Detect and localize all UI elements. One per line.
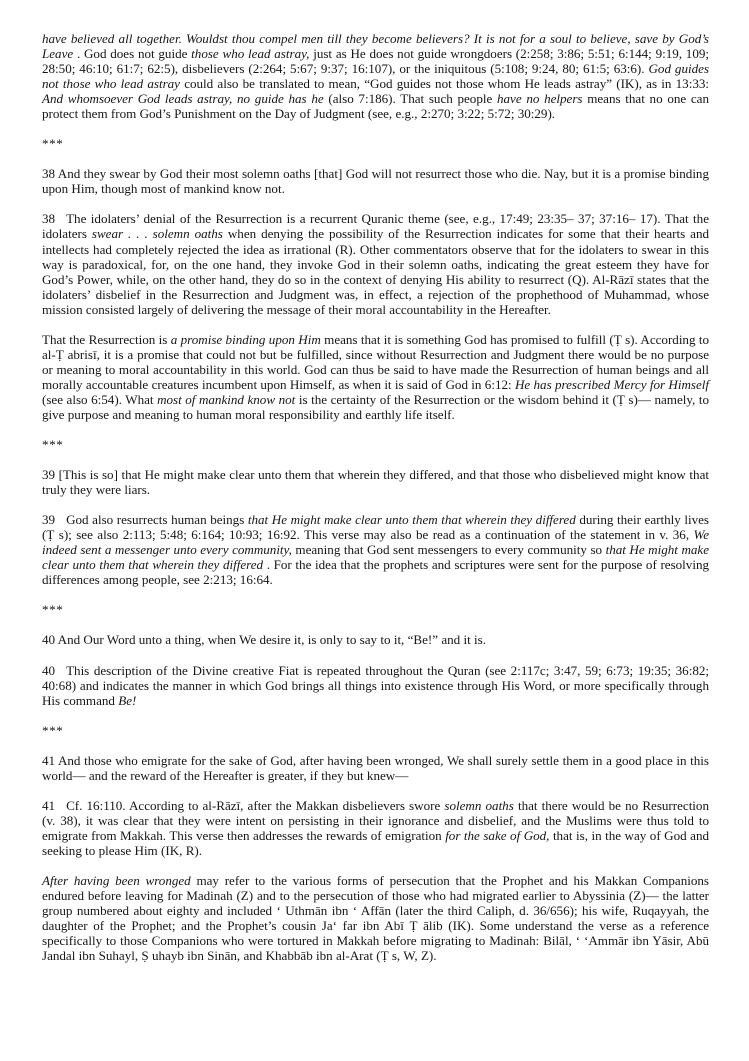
paragraph-gap (42, 783, 709, 798)
text-run: . For the idea that the prophets and scriptures were sent for the purpose of resolving differences among people, see 2:213; 16:64. (42, 557, 710, 588)
text-run: when denying the possibility of the Resurrection indicates for some that their hearts and intellects had completely rejected the idea as irrational (R). Other commentators observe that for the idolaters to swear in this way is paradoxical, for, on the one hand, they invoke God in their solemn oaths, indicating the great esteem they have for God’s Power, while, on the other hand, they do so in the context of denying His ability to resurrect (Q). Al-Rāzī states that the idolaters’ disbelief in the Resurrection and Judgment was, in effect, a rejection of the prophethood of Muhammad, whose mission consisted largely of delivering the message of their moral accountability in the Hereafter. (42, 226, 709, 317)
paragraph-gap (42, 587, 709, 602)
text-run: just as He does not guide wrongdoers (2:258; 3:86; 5:51; 6:144; 9:19, 109; 28:50; 46:10; 61:7; 62:5), disbelievers (2:264; 5:67; 9:37; 16:107), or the iniquitous (5:108; 9:24, 80; 61:5; 63:6). (42, 46, 710, 77)
section-divider: *** (42, 437, 64, 453)
section-divider: *** (42, 136, 64, 152)
paragraph-gap (42, 196, 709, 211)
commentary-38a (42, 211, 709, 316)
paragraph-gap (42, 617, 709, 632)
italic-run: Be! (118, 692, 137, 708)
italic-run: We indeed sent a messenger unto every community, (42, 527, 709, 558)
text-run: means that it is something God has promised to fulfill (Ṭ s). According to al-Ṭ abrisī, it is a promise that could not but be fulfilled, since without Resurrection and Judgment there would be no purpose or meaning to moral accountability in this world. God can thus be said to have made the Resurrection of human beings and all morally accountable creatures incumbent upon Himself, as when it is said of God in 6:12: (42, 331, 710, 392)
commentary-number: 40 (42, 662, 56, 678)
italic-run: have believed all together. Wouldst thou compel men till they become believers? It is not for a soul to believe, save by God’s Leave (42, 31, 709, 62)
italic-run: God guides not those who lead astray (42, 61, 709, 92)
paragraph-gap (42, 317, 709, 332)
text-run: Cf. 16:110. According to al-Rāzī, after the Makkan disbelievers swore (66, 797, 445, 813)
commentary-41b (42, 873, 709, 963)
text-run: (see also 6:54). What (42, 391, 158, 407)
text-run: during their earthly lives (Ṭ s); see also 2:113; 5:48; 6:164; 10:93; 16:92. This verse may also be read as a continuation of the statement in v. 36, (42, 512, 709, 543)
text-run: 40 And Our Word unto a thing, when We desire it, is only to say to it, “Be!” and it is. (42, 632, 486, 648)
commentary-41a (42, 798, 709, 858)
paragraph-gap (42, 151, 709, 166)
paragraph-gap (42, 452, 709, 467)
section-divider: *** (42, 602, 64, 618)
text-run: may refer to the various forms of persecution that the Prophet and his Makkan Companions endured before leaving for Madinah (Z) and to the persecution of those who had migrated earlier to Abyssinia (Z)— the latter group numbered about eighty and included ‘ Uthmān ibn ‘ Affān (later the third Caliph, d. 36/656); his wife, Ruqayyah, the daughter of the Prophet; and the Prophet’s cousin Ja‘ far ibn Abī Ṭ ālib (IK). Some understand the verse as a reference specifically to those Companions who were tortured in Makkah before migrating to Madinah: Bilāl, ‘ ‘Ammār ibn Yāsir, Abū Jandal ibn Suhayl, Ṣ uhayb ibn Sinān, and Khabbāb ibn al-Arat (Ṭ s, W, Z). (42, 872, 709, 964)
verse-41 (42, 753, 709, 783)
italic-run: swear . . . solemn oaths (91, 226, 223, 242)
commentary-40 (42, 663, 709, 708)
commentary-39 (42, 512, 709, 587)
paragraph-gap (42, 422, 709, 437)
verse-38 (42, 166, 709, 196)
paragraph-gap (42, 738, 709, 753)
italic-run: for the sake of God, (445, 827, 550, 843)
italic-run: those who lead astray, (191, 46, 310, 62)
text-run: is the certainty of the Resurrection or the wisdom behind it (Ṭ s)— namely, to give purpose and meaning to human moral responsibility and earthly life itself. (42, 391, 709, 422)
paragraph-gap (42, 708, 709, 723)
italic-run: most of mankind know not (157, 391, 296, 407)
commentary-number: 39 (42, 512, 56, 528)
paragraph-gap (42, 858, 709, 873)
text-run: God also resurrects human beings (66, 512, 248, 528)
text-run: means that no one can protect them from God’s Punishment on the Day of Judgment (see, e.g., 2:270; 3:22; 5:72; 30:29). (42, 91, 709, 122)
italic-run: have no helpers (496, 91, 583, 107)
text-run: The idolaters’ denial of the Resurrection is a recurrent Quranic theme (see, e.g., 17:49; 23:35– 37; 37:16– 17). That the idolaters (42, 211, 709, 242)
commentary-number: 38 (42, 211, 56, 227)
text-run: could also be translated to mean, “God guides not those whom He leads astray” (IK), as in 13:33: (179, 76, 709, 92)
commentary-38b (42, 332, 709, 422)
italic-run: He has prescribed Mercy for Himself (514, 376, 709, 392)
paragraph-continued-commentary (42, 31, 709, 121)
text-run: 41 And those who emigrate for the sake of God, after having been wronged, We shall surely settle them in a good place in this world— and the reward of the Hereafter is greater, if they but knew— (42, 752, 709, 783)
text-run: meaning that God sent messengers to every community so (291, 542, 606, 558)
italic-run: And whomsoever God leads astray, no guide has he (42, 91, 324, 107)
text-run: that there would be no Resurrection (v. 38), it was clear that they were intent on persisting in their ignorance and disbelief, and the Muslims were thus told to emigrate from Makkah. This verse then addresses the rewards of emigration (42, 797, 709, 843)
italic-run: a promise binding upon Him (170, 331, 321, 347)
paragraph-gap (42, 497, 709, 512)
italic-run: that He might make clear unto them that wherein they differed (247, 512, 576, 528)
italic-run: After having been wronged (42, 872, 191, 888)
paragraph-gap (42, 121, 709, 136)
verse-40 (42, 632, 709, 647)
text-column (42, 31, 709, 963)
commentary-number: 41 (42, 797, 56, 813)
text-run: 38 And they swear by God their most solemn oaths [that] God will not resurrect those who die. Nay, but it is a promise binding upon Him, though most of mankind know not. (42, 166, 709, 197)
text-run: This description of the Divine creative Fiat is repeated throughout the Quran (see 2:117c; 3:47, 59; 6:73; 19:35; 36:82; 40:68) and indicates the manner in which God brings all things into existence through His Word, or more specifically through His command (42, 662, 709, 708)
text-run: That the Resurrection is (42, 331, 171, 347)
text-run: that is, in the way of God and seeking to please Him (IK, R). (42, 827, 710, 858)
section-divider: *** (42, 722, 64, 738)
text-run: . God does not guide (73, 46, 192, 62)
verse-39 (42, 467, 709, 497)
text-run: (also 7:186). That such people (323, 91, 497, 107)
paragraph-gap (42, 648, 709, 663)
italic-run: solemn oaths (444, 797, 514, 813)
text-run: 39 [This is so] that He might make clear unto them that wherein they differed, and that those who disbelieved might know that truly they were liars. (42, 467, 709, 498)
italic-run: that He might make clear unto them that wherein they differed (42, 542, 709, 573)
